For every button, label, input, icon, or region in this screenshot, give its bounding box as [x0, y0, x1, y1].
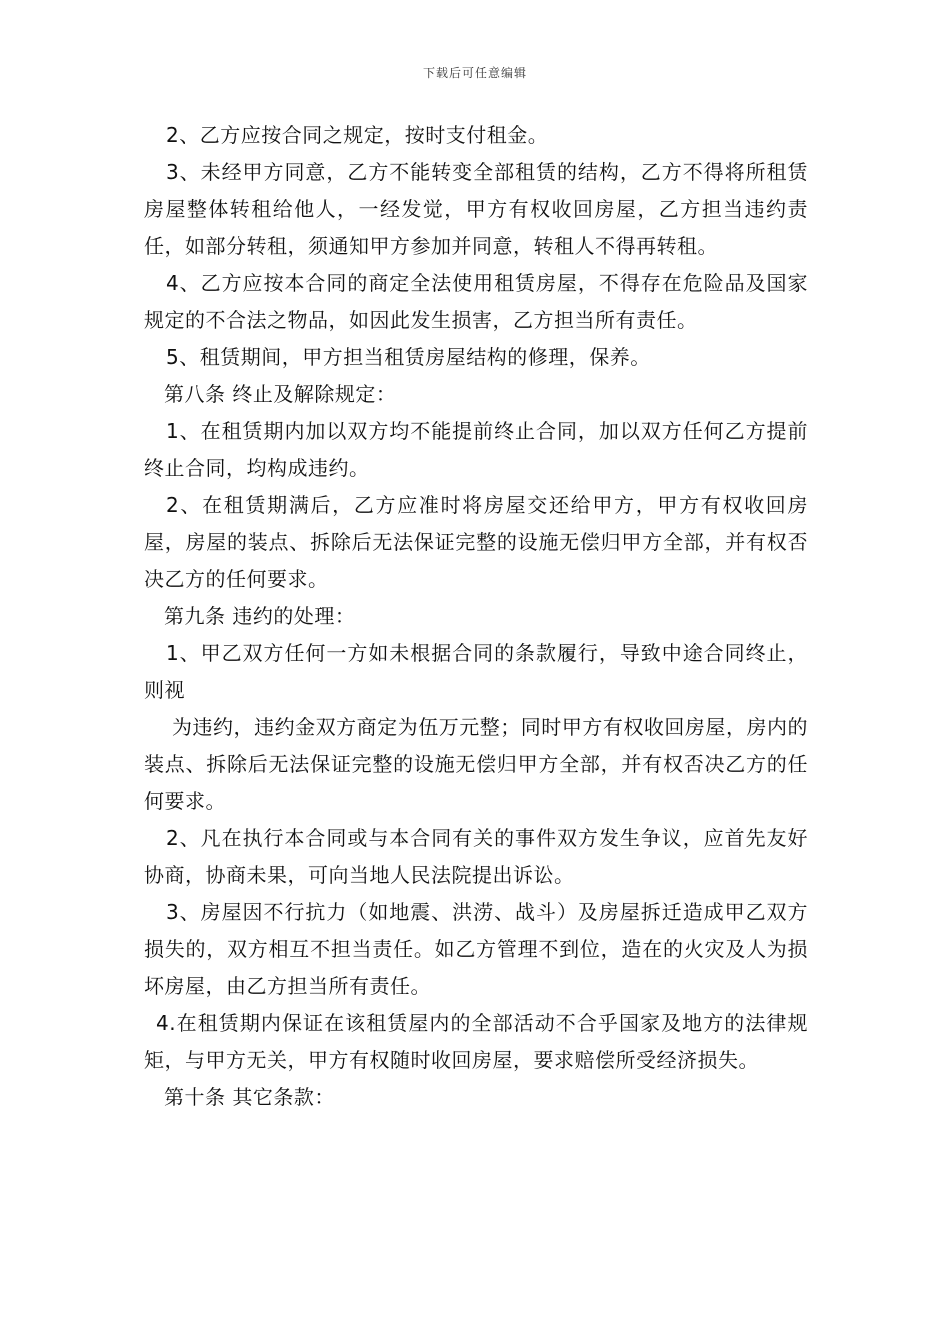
page-header: 下载后可任意编辑: [422, 66, 527, 80]
continuation-paragraph: 为违约，违约金双方商定为伍万元整；同时甲方有权收回房屋，房内的装点、拆除后无法保证完整的设施无偿归甲方全部，并有权否决乙方的任何要求。: [144, 715, 808, 813]
clause-paragraph: 4.在租赁期内保证在该租赁屋内的全部活动不合乎国家及地方的法律规矩，与甲方无关，甲方有权随时收回房屋，要求赔偿所受经济损失。: [144, 1011, 808, 1072]
section-heading: 第九条 违约的处理：: [164, 604, 356, 628]
clause-paragraph: 2、乙方应按合同之规定，按时支付租金。: [166, 123, 549, 147]
clause-paragraph: 5、租赁期间，甲方担当租赁房屋结构的修理，保养。: [166, 345, 651, 369]
clause-paragraph: 2、在租赁期满后，乙方应准时将房屋交还给甲方，甲方有权收回房屋，房屋的装点、拆除后无法保证完整的设施无偿归甲方全部，并有权否决乙方的任何要求。: [144, 493, 808, 591]
clause-paragraph: 4、乙方应按本合同的商定全法使用租赁房屋，不得存在危险品及国家规定的不合法之物品，如因此发生损害，乙方担当所有责任。: [144, 271, 808, 332]
section-heading: 第八条 终止及解除规定：: [164, 382, 397, 406]
clause-paragraph: 1、甲乙双方任何一方如未根据合同的条款履行，导致中途合同终止，则视: [144, 641, 808, 702]
clause-paragraph: 3、未经甲方同意，乙方不能转变全部租赁的结构，乙方不得将所租赁房屋整体转租给他人，一经发觉，甲方有权收回房屋，乙方担当违约责任，如部分转租，须通知甲方参加并同意，转租人不得再转租。: [144, 160, 808, 258]
clause-paragraph: 3、房屋因不行抗力（如地震、洪涝、战斗）及房屋拆迁造成甲乙双方损失的，双方相互不担当责任。如乙方管理不到位，造在的火灾及人为损坏房屋，由乙方担当所有责任。: [144, 900, 808, 998]
section-heading: 第十条 其它条款：: [164, 1085, 335, 1109]
document-body: [144, 117, 808, 1116]
clause-paragraph: 1、在租赁期内加以双方均不能提前终止合同，加以双方任何乙方提前终止合同，均构成违约。: [144, 419, 808, 480]
clause-paragraph: 2、凡在执行本合同或与本合同有关的事件双方发生争议，应首先友好协商，协商未果，可向当地人民法院提出诉讼。: [144, 826, 808, 887]
